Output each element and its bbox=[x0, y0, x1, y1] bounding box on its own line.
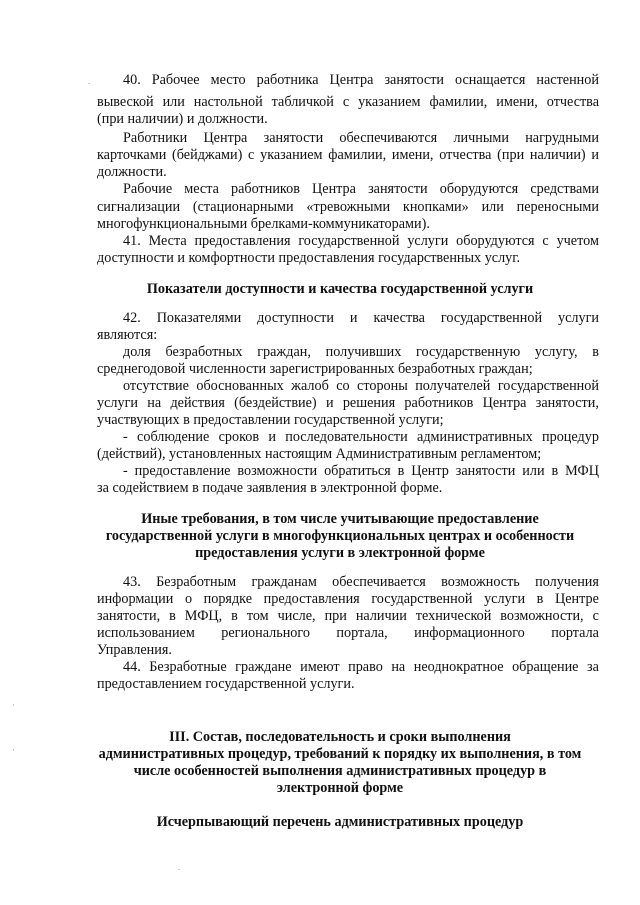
word: в bbox=[551, 463, 559, 479]
word: (бейджами) bbox=[172, 147, 243, 163]
word: настольной bbox=[193, 94, 263, 110]
word: указанием bbox=[260, 147, 323, 163]
word: фамилии, bbox=[429, 94, 488, 110]
section-heading: III. Состав, последовательность и сроки выполнения bbox=[169, 729, 511, 745]
word: места bbox=[184, 181, 219, 197]
word: занятости, bbox=[97, 608, 161, 624]
word: карточками bbox=[97, 147, 167, 163]
word: в bbox=[231, 608, 238, 624]
word: информационного bbox=[414, 625, 525, 641]
word: государственной bbox=[497, 378, 599, 394]
word: государственной bbox=[298, 233, 400, 249]
word: использованием bbox=[97, 625, 195, 641]
word: соблюдение bbox=[137, 429, 210, 445]
word: о bbox=[184, 591, 193, 607]
word: Безработные bbox=[149, 659, 227, 675]
word: в bbox=[169, 608, 176, 624]
word: имени, bbox=[391, 147, 434, 163]
word: имеют bbox=[300, 659, 340, 675]
word: предоставления bbox=[194, 233, 291, 249]
word: 44. bbox=[123, 659, 141, 675]
section-heading: электронной форме bbox=[276, 780, 404, 796]
word: информации bbox=[97, 591, 174, 607]
word: и bbox=[325, 395, 334, 411]
word: место bbox=[210, 72, 246, 88]
word: жалоб bbox=[291, 378, 329, 394]
word: 40. bbox=[123, 72, 141, 88]
word: неоднократное bbox=[413, 659, 504, 675]
word: (при bbox=[497, 147, 525, 163]
word: - bbox=[123, 463, 128, 479]
word: Центр bbox=[411, 463, 449, 479]
word: качества bbox=[373, 310, 425, 326]
text-line bbox=[0, 608, 640, 625]
word: со bbox=[336, 378, 350, 394]
text-line bbox=[0, 463, 640, 480]
text-line: (действий), установленных настоящим Административным регламентом; bbox=[97, 446, 542, 462]
text-line bbox=[0, 625, 640, 642]
word: Работники bbox=[123, 130, 188, 146]
word: государственной bbox=[440, 310, 543, 326]
scan-dot: . bbox=[178, 862, 181, 872]
word: работников bbox=[231, 181, 300, 197]
word: и bbox=[349, 310, 358, 326]
word: обратиться bbox=[324, 463, 391, 479]
text-line: среднегодовой численности зарегистрированных безработных граждан; bbox=[97, 361, 533, 377]
word: отчества bbox=[546, 94, 599, 110]
word: стороны bbox=[357, 378, 408, 394]
text-line: доступности и комфортности предоставления государственных услуг. bbox=[97, 250, 521, 266]
scan-dot: · bbox=[12, 745, 15, 755]
word: фамилии, bbox=[328, 147, 387, 163]
word: личными bbox=[453, 130, 509, 146]
word: портала bbox=[551, 625, 599, 641]
word: указанием bbox=[358, 94, 421, 110]
word: на bbox=[391, 659, 406, 675]
word: 41. bbox=[123, 233, 141, 249]
text-line: участвующих в предоставлении государственной услуги; bbox=[97, 412, 444, 428]
word: в bbox=[397, 463, 405, 479]
text-line: предоставлением государственной услуги. bbox=[97, 676, 355, 692]
text-line: многофункциональными брелками-коммуникаторами). bbox=[97, 216, 430, 232]
text-line bbox=[0, 147, 640, 164]
word: работников bbox=[404, 395, 474, 411]
word: предоставления bbox=[263, 591, 360, 607]
word: услуги bbox=[407, 233, 449, 249]
word: табличкой bbox=[271, 94, 334, 110]
word: получивших bbox=[325, 344, 402, 360]
word: услугу, bbox=[534, 344, 578, 360]
word: с bbox=[248, 147, 255, 163]
word: в bbox=[592, 344, 599, 360]
word: гражданам bbox=[251, 574, 317, 590]
text-line bbox=[0, 395, 640, 412]
word: с bbox=[592, 608, 599, 624]
word: возможности, bbox=[500, 608, 584, 624]
word: Центра bbox=[482, 395, 527, 411]
word: в bbox=[536, 591, 544, 607]
word: том bbox=[246, 608, 269, 624]
word: оснащается bbox=[455, 72, 526, 88]
word: граждан, bbox=[257, 344, 311, 360]
word: занятости, bbox=[535, 395, 599, 411]
text-line bbox=[0, 574, 640, 591]
word: доступности bbox=[257, 310, 334, 326]
word: учетом bbox=[556, 233, 599, 249]
word: услуги bbox=[97, 395, 138, 411]
word: или bbox=[522, 463, 545, 479]
word: 43. bbox=[123, 574, 141, 590]
word: услуги bbox=[484, 591, 526, 607]
word: получателей bbox=[415, 378, 491, 394]
word: на bbox=[147, 395, 162, 411]
word: наличии) bbox=[529, 147, 586, 163]
word: Центра bbox=[203, 130, 248, 146]
section-heading: Показатели доступности и качества государственной услуги bbox=[146, 281, 534, 297]
word: наличии bbox=[355, 608, 407, 624]
word: возможности bbox=[237, 463, 318, 479]
scan-dot: . bbox=[88, 76, 91, 86]
word: кнопками» bbox=[402, 199, 469, 215]
word: занятости bbox=[263, 130, 324, 146]
word: административных bbox=[417, 429, 533, 445]
word: сигнализации bbox=[97, 199, 181, 215]
word: (бездействие) bbox=[234, 395, 317, 411]
word: средствами bbox=[530, 181, 599, 197]
text-line bbox=[0, 591, 640, 608]
word: порядке bbox=[203, 591, 253, 607]
text-line: за содействием в подаче заявления в электронной форме. bbox=[97, 480, 443, 496]
word: с bbox=[542, 233, 549, 249]
text-line bbox=[0, 72, 640, 89]
word: доля bbox=[123, 344, 151, 360]
word: Центра bbox=[312, 181, 356, 197]
word: занятости bbox=[384, 72, 445, 88]
word: или bbox=[162, 94, 185, 110]
section-heading: числе особенностей выполнения административных процедур в bbox=[133, 763, 547, 779]
word: МФЦ, bbox=[184, 608, 223, 624]
word: за bbox=[587, 659, 599, 675]
text-line: Управления. bbox=[97, 642, 172, 658]
word: отсутствие bbox=[123, 378, 189, 394]
word: переносными bbox=[516, 199, 599, 215]
word: Безработным bbox=[156, 574, 237, 590]
word: Рабочие bbox=[123, 181, 173, 197]
word: (стационарными bbox=[192, 199, 294, 215]
word: отчества bbox=[439, 147, 492, 163]
word: граждане bbox=[235, 659, 292, 675]
word: технической bbox=[415, 608, 492, 624]
word: при bbox=[324, 608, 347, 624]
word: Рабочее bbox=[151, 72, 200, 88]
section-heading: Иные требования, в том числе учитывающие предоставление bbox=[141, 511, 539, 527]
text-line: должности. bbox=[97, 164, 167, 180]
text-line bbox=[0, 344, 640, 361]
word: получения bbox=[535, 574, 599, 590]
word: Центре bbox=[555, 591, 599, 607]
word: нагрудными bbox=[525, 130, 599, 146]
word: право bbox=[348, 659, 383, 675]
word: обеспечивается bbox=[332, 574, 426, 590]
word: работника bbox=[256, 72, 319, 88]
word: имени, bbox=[496, 94, 538, 110]
word: с bbox=[342, 94, 350, 110]
text-line: (при наличии) и должности. bbox=[97, 111, 268, 127]
word: и bbox=[591, 147, 599, 163]
word: государственной bbox=[371, 591, 473, 607]
word: решения bbox=[342, 395, 396, 411]
word: или bbox=[481, 199, 504, 215]
word: занятости bbox=[368, 181, 428, 197]
text-line bbox=[0, 181, 640, 198]
word: и bbox=[268, 429, 276, 445]
word: возможность bbox=[441, 574, 520, 590]
word: числе, bbox=[277, 608, 316, 624]
word: вывеской bbox=[97, 94, 154, 110]
word: 42. bbox=[123, 310, 141, 326]
word: - bbox=[123, 429, 128, 445]
text-line: являются: bbox=[97, 327, 158, 343]
word: процедур bbox=[542, 429, 599, 445]
section-heading: административных процедур, требований к порядку их выполнения, в том bbox=[98, 746, 582, 762]
word: «тревожными bbox=[306, 199, 391, 215]
text-line bbox=[0, 199, 640, 216]
text-line bbox=[0, 130, 640, 147]
text-line bbox=[0, 310, 640, 327]
text-line bbox=[0, 94, 640, 111]
scan-dot: · bbox=[12, 700, 15, 710]
word: регионального bbox=[221, 625, 310, 641]
word: Показателями bbox=[156, 310, 242, 326]
word: государственную bbox=[416, 344, 521, 360]
word: услуги bbox=[558, 310, 599, 326]
word: безработных bbox=[165, 344, 243, 360]
word: последовательности bbox=[285, 429, 408, 445]
word: Центра bbox=[329, 72, 374, 88]
section-heading: государственной услуги в многофункциональных центрах и особенности bbox=[105, 528, 575, 544]
text-line bbox=[0, 659, 640, 676]
word: обеспечиваются bbox=[339, 130, 438, 146]
word: сроков bbox=[218, 429, 260, 445]
word: занятости bbox=[455, 463, 516, 479]
word: МФЦ bbox=[565, 463, 599, 479]
text-line bbox=[0, 233, 640, 250]
text-line bbox=[0, 378, 640, 395]
word: предоставление bbox=[134, 463, 231, 479]
word: обоснованных bbox=[196, 378, 284, 394]
section-heading: предоставления услуги в электронной форме bbox=[195, 545, 485, 561]
word: Места bbox=[148, 233, 187, 249]
word: действия bbox=[170, 395, 225, 411]
word: портала, bbox=[336, 625, 388, 641]
text-line bbox=[0, 429, 640, 446]
word: обращение bbox=[512, 659, 579, 675]
word: оборудуются bbox=[456, 233, 535, 249]
section-heading: Исчерпывающий перечень административных процедур bbox=[156, 814, 524, 830]
word: настенной bbox=[536, 72, 599, 88]
word: оборудуются bbox=[439, 181, 519, 197]
